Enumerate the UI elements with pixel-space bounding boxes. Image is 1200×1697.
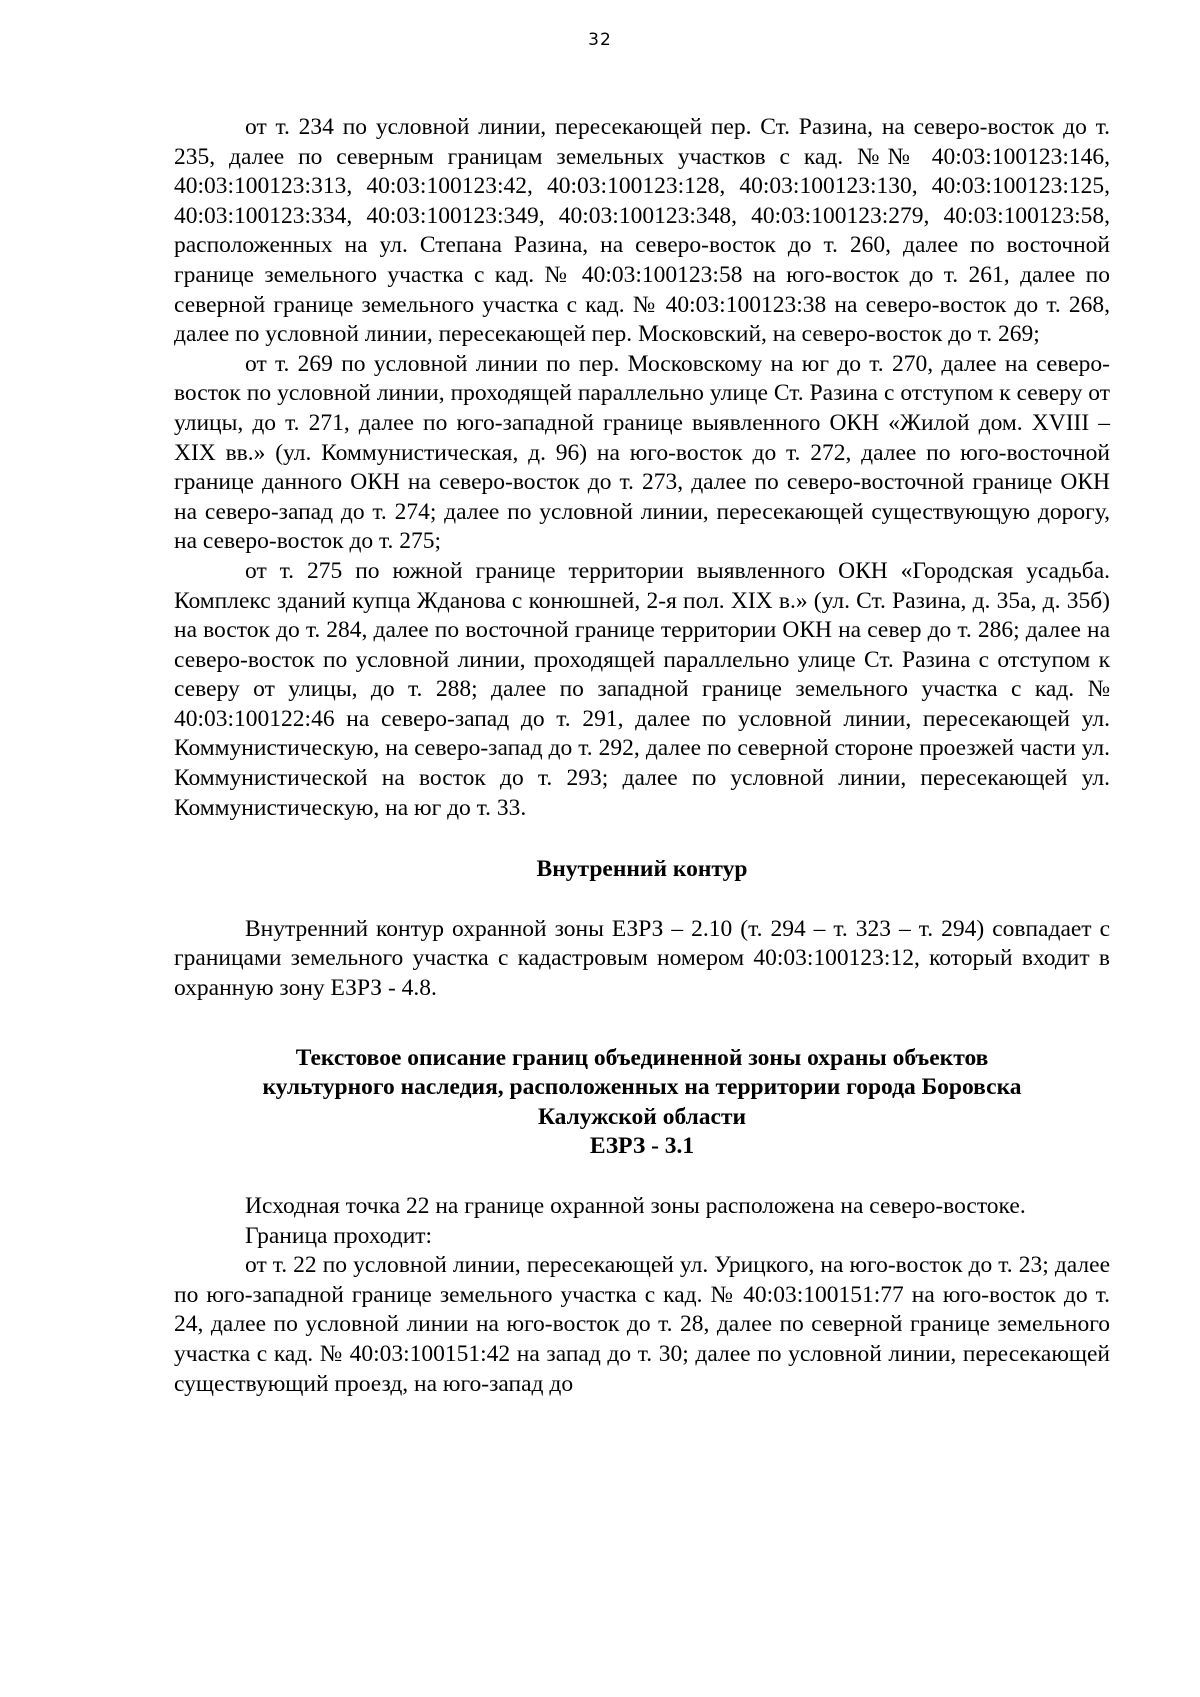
document-body [174, 113, 1110, 1399]
section-heading [174, 1044, 1110, 1162]
section-heading-line: культурного наследия, расположенных на территории города Боровска [262, 1074, 1022, 1101]
paragraph-point-275: от т. 275 по южной границе территории выявленного ОКН «Городская усадьба. Комплекс зданий купца Жданова с конюшней, 2-я пол. XIX в.» (ул. Ст. Разина, д. 35а, д. 35б) на восток до т. 284, далее по восточной границе территории ОКН на север до т. 286; далее на северо-восток по условной линии, проходящей параллельно улице Ст. Разина с отступом к северу от улицы, до т. 288; далее по западной границе земельного участка с кад. № 40:03:100122:46 на северо-запад до т. 291, далее по условной линии, пересекающей ул. Коммунистическую, на северо-запад до т. 292, далее по северной стороне проезжей части ул. Коммунистической на восток до т. 293; далее по условной линии, пересекающей ул. Коммунистическую, на юг до т. 33. [174, 557, 1110, 821]
page-number: 32 [588, 30, 612, 50]
section-heading-line: Калужской области [537, 1103, 747, 1130]
inner-contour-heading: Внутренний контур [536, 856, 748, 883]
paragraph-start-point: Исходная точка 22 на границе охранной зоны расположена на северо-востоке. [245, 1193, 1026, 1219]
zone-code-heading: ЕЗРЗ - 3.1 [589, 1133, 695, 1160]
section-heading-line: Текстовое описание границ объединенной зоны охраны объектов [295, 1044, 989, 1071]
paragraph-point-22: от т. 22 по условной линии, пересекающей ул. Урицкого, на юго-восток до т. 23; далее по юго-западной границе земельного участка с кад. № 40:03:100151:77 на юго-восток до т. 24, далее по условной линии на юго-восток до т. 28, далее по северной границе земельного участка с кад. № 40:03:100151:42 на запад до т. 30; далее по условной линии, пересекающей существующий проезд, на юго-запад до [174, 1252, 1110, 1397]
paragraph-boundary-intro: Граница проходит: [245, 1222, 433, 1249]
paragraph-point-269: от т. 269 по условной линии по пер. Московскому на юг до т. 270, далее на северо-восток по условной линии, проходящей параллельно улице Ст. Разина с отступом к северу от улицы, до т. 271, далее по юго-западной границе выявленного ОКН «Жилой дом. XVIII – XIX вв.» (ул. Коммунистическая, д. 96) на юго-восток до т. 272, далее по юго-восточной границе данного ОКН на северо-восток до т. 273, далее по северо-восточной границе ОКН на северо-запад до т. 274; далее по условной линии, пересекающей существующую дорогу, на северо-восток до т. 275; [174, 350, 1110, 555]
paragraph-point-234: от т. 234 по условной линии, пересекающей пер. Ст. Разина, на северо-восток до т. 235, далее по северным границам земельных участков с кад. №№ 40:03:100123:146, 40:03:100123:313, 40:03:100123:42, 40:03:100123:128, 40:03:100123:130, 40:03:100123:125, 40:03:100123:334, 40:03:100123:349, 40:03:100123:348, 40:03:100123:279, 40:03:100123:58, расположенных на ул. Степана Разина, на северо-восток до т. 260, далее по восточной границе земельного участка с кад. № 40:03:100123:58 на юго-восток до т. 261, далее по северной границе земельного участка с кад. № 40:03:100123:38 на северо-восток до т. 268, далее по условной линии, пересекающей пер. Московский, на северо-восток до т. 269; [174, 114, 1110, 348]
inner-contour-text: Внутренний контур охранной зоны ЕЗРЗ – 2.10 (т. 294 – т. 323 – т. 294) совпадает с границами земельного участка с кадастровым номером 40:03:100123:12, который входит в охранную зону ЕЗРЗ - 4.8. [174, 915, 1110, 1002]
